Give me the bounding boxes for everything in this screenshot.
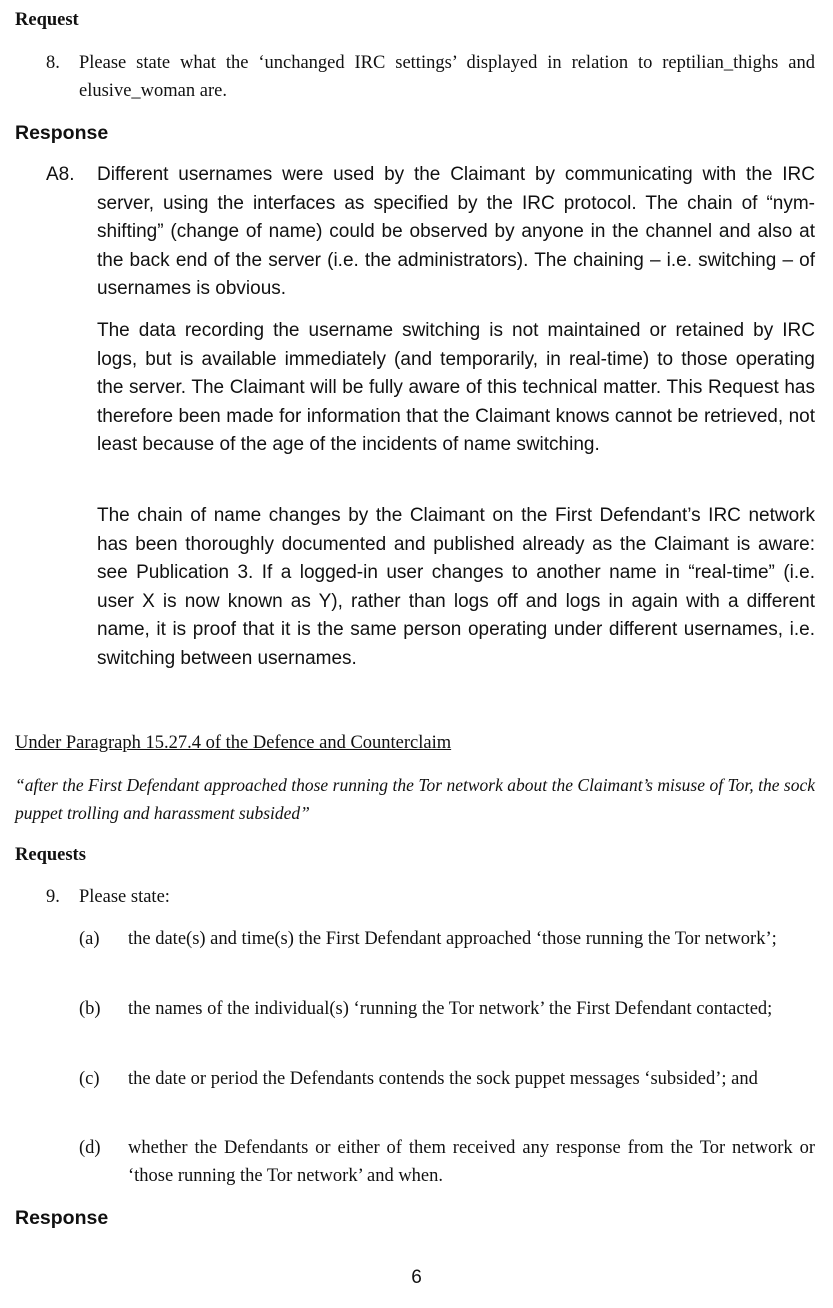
request-number: 8. bbox=[46, 53, 60, 73]
sub-item-a bbox=[0, 925, 833, 985]
page-number: 6 bbox=[411, 1267, 422, 1288]
request-number: 9. bbox=[46, 887, 60, 907]
sub-item-label: (d) bbox=[79, 1138, 101, 1158]
response-paragraph-2: The data recording the username switching is not maintained or retained by IRC logs, but is available immediately (and temporarily, in real-time) to those operating the server. The Claimant will be fully aware of this technical matter. This Request has therefore been made for information that the Claimant knows cannot be retrieved, not least because of the age of the incidents of name switching. bbox=[97, 320, 815, 455]
response-heading: Response bbox=[15, 122, 109, 144]
sub-item-c bbox=[0, 1065, 833, 1125]
sub-item-text: the date(s) and time(s) the First Defendant approached ‘those running the Tor network’; bbox=[128, 929, 777, 949]
request-heading: Request bbox=[15, 10, 79, 30]
response-heading: Response bbox=[15, 1207, 109, 1229]
sub-item-d bbox=[0, 1134, 833, 1194]
sub-item-label: (c) bbox=[79, 1069, 100, 1089]
request-intro: Please state: bbox=[79, 887, 170, 907]
response-item-a8 bbox=[0, 161, 833, 681]
sub-item-text: whether the Defendants or either of them received any response from the Tor network or ‘those running the Tor network’ and when. bbox=[128, 1138, 815, 1186]
sub-item-label: (b) bbox=[79, 999, 101, 1019]
sub-item-text: the date or period the Defendants contends the sock puppet messages ‘subsided’; and bbox=[128, 1069, 758, 1089]
response-paragraph-1: Different usernames were used by the Claimant by communicating with the IRC server, using the interfaces as specified by the IRC protocol. The chain of “nym-shifting” (change of name) could be observed by anyone in the channel and also at the back end of the server (i.e. the administrators). The chaining – i.e. switching – of usernames is obvious. bbox=[97, 164, 815, 299]
sub-item-text: the names of the individual(s) ‘running the Tor network’ the First Defendant contacted; bbox=[128, 999, 773, 1019]
response-label: A8. bbox=[46, 164, 75, 185]
requests-heading: Requests bbox=[15, 845, 86, 865]
sub-item-b bbox=[0, 995, 833, 1055]
section-quote: “after the First Defendant approached those running the Tor network about the Claimant’s misuse of Tor, the sock puppet trolling and harassment subsided” bbox=[15, 775, 815, 823]
response-paragraph-3: The chain of name changes by the Claimant on the First Defendant’s IRC network has been thoroughly documented and published already as the Claimant is aware: see Publication 3. If a logged-in user changes to another name in “real-time” (i.e. user X is now known as Y), rather than logs off and logs in again with a different name, it is proof that it is the same person operating under different usernames, i.e. switching between usernames. bbox=[97, 505, 815, 669]
request-text: Please state what the ‘unchanged IRC settings’ displayed in relation to reptilian_thighs and elusive_woman are. bbox=[79, 53, 815, 101]
section-title: Under Paragraph 15.27.4 of the Defence and Counterclaim bbox=[15, 733, 452, 753]
request-item-8 bbox=[0, 49, 833, 109]
sub-item-label: (a) bbox=[79, 929, 100, 949]
request-item-9 bbox=[0, 883, 833, 913]
